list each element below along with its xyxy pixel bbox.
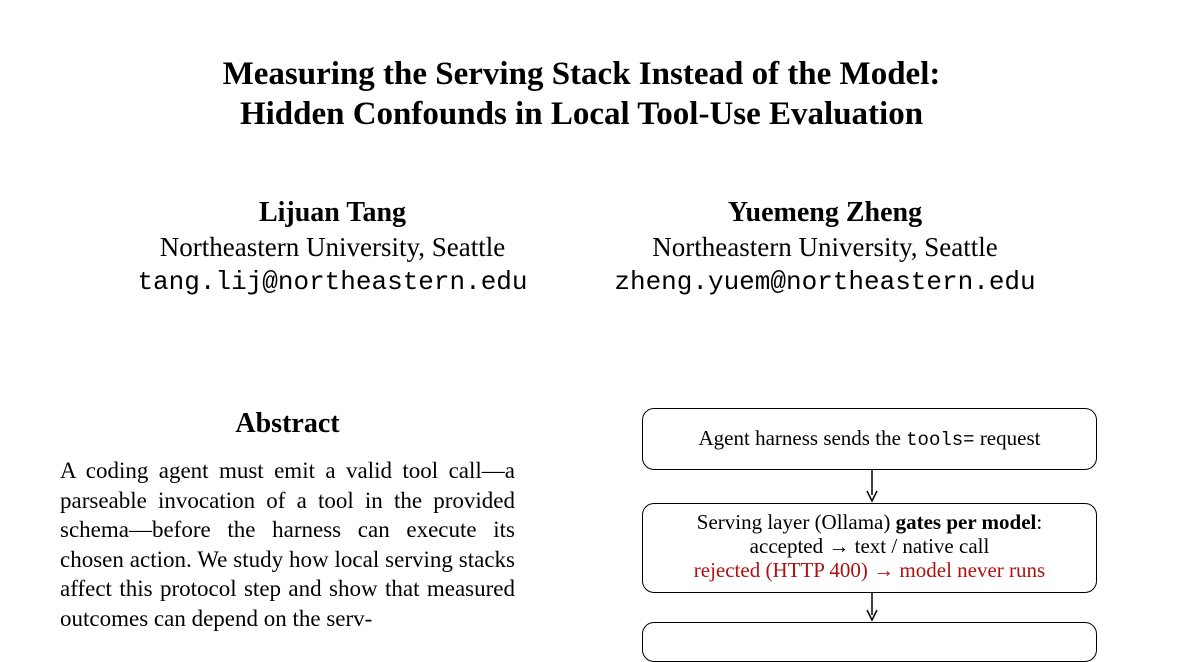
box-text: Agent harness sends the — [698, 426, 907, 450]
author-name: Lijuan Tang — [258, 197, 407, 228]
author-block-2 — [575, 196, 1075, 300]
paper-title — [0, 54, 1163, 134]
flow-arrow-1 — [862, 470, 882, 503]
box-line-1 — [643, 510, 1096, 534]
box-emphasis: gates per model — [895, 510, 1037, 534]
box-code: tools= — [906, 429, 975, 451]
author-affiliation: Northeastern University, Seattle — [652, 232, 998, 262]
flow-box-harness-request — [642, 408, 1097, 470]
box-line-2: accepted → text / native call — [749, 534, 990, 558]
box-line-3-rejected: rejected (HTTP 400) → model never runs — [693, 558, 1046, 582]
author-affiliation: Northeastern University, Seattle — [159, 232, 506, 262]
box-text: request — [974, 426, 1041, 450]
author-email: zheng.yuem@northeastern.edu — [614, 267, 1036, 297]
author-name: Yuemeng Zheng — [727, 197, 923, 228]
flow-arrow-2 — [862, 593, 882, 622]
box-text: : — [1036, 510, 1043, 534]
author-block-1 — [100, 196, 565, 300]
abstract-text: A coding agent must emit a valid tool call—a parseable invocation of a tool in the provided schema—before the harness can execute its chosen action. We study how local serving stacks affect this protocol step and show that measured outcomes can depend on the serv- — [60, 458, 515, 631]
flow-box-next — [642, 622, 1097, 662]
title-line-2: Hidden Confounds in Local Tool-Use Evaluation — [239, 96, 924, 132]
abstract-heading: Abstract — [235, 408, 340, 439]
flow-box-serving-layer — [642, 503, 1097, 593]
author-email: tang.lij@northeastern.edu — [137, 267, 528, 297]
box-text: Serving layer (Ollama) — [696, 510, 896, 534]
title-line-1: Measuring the Serving Stack Instead of the Model: — [222, 56, 941, 92]
